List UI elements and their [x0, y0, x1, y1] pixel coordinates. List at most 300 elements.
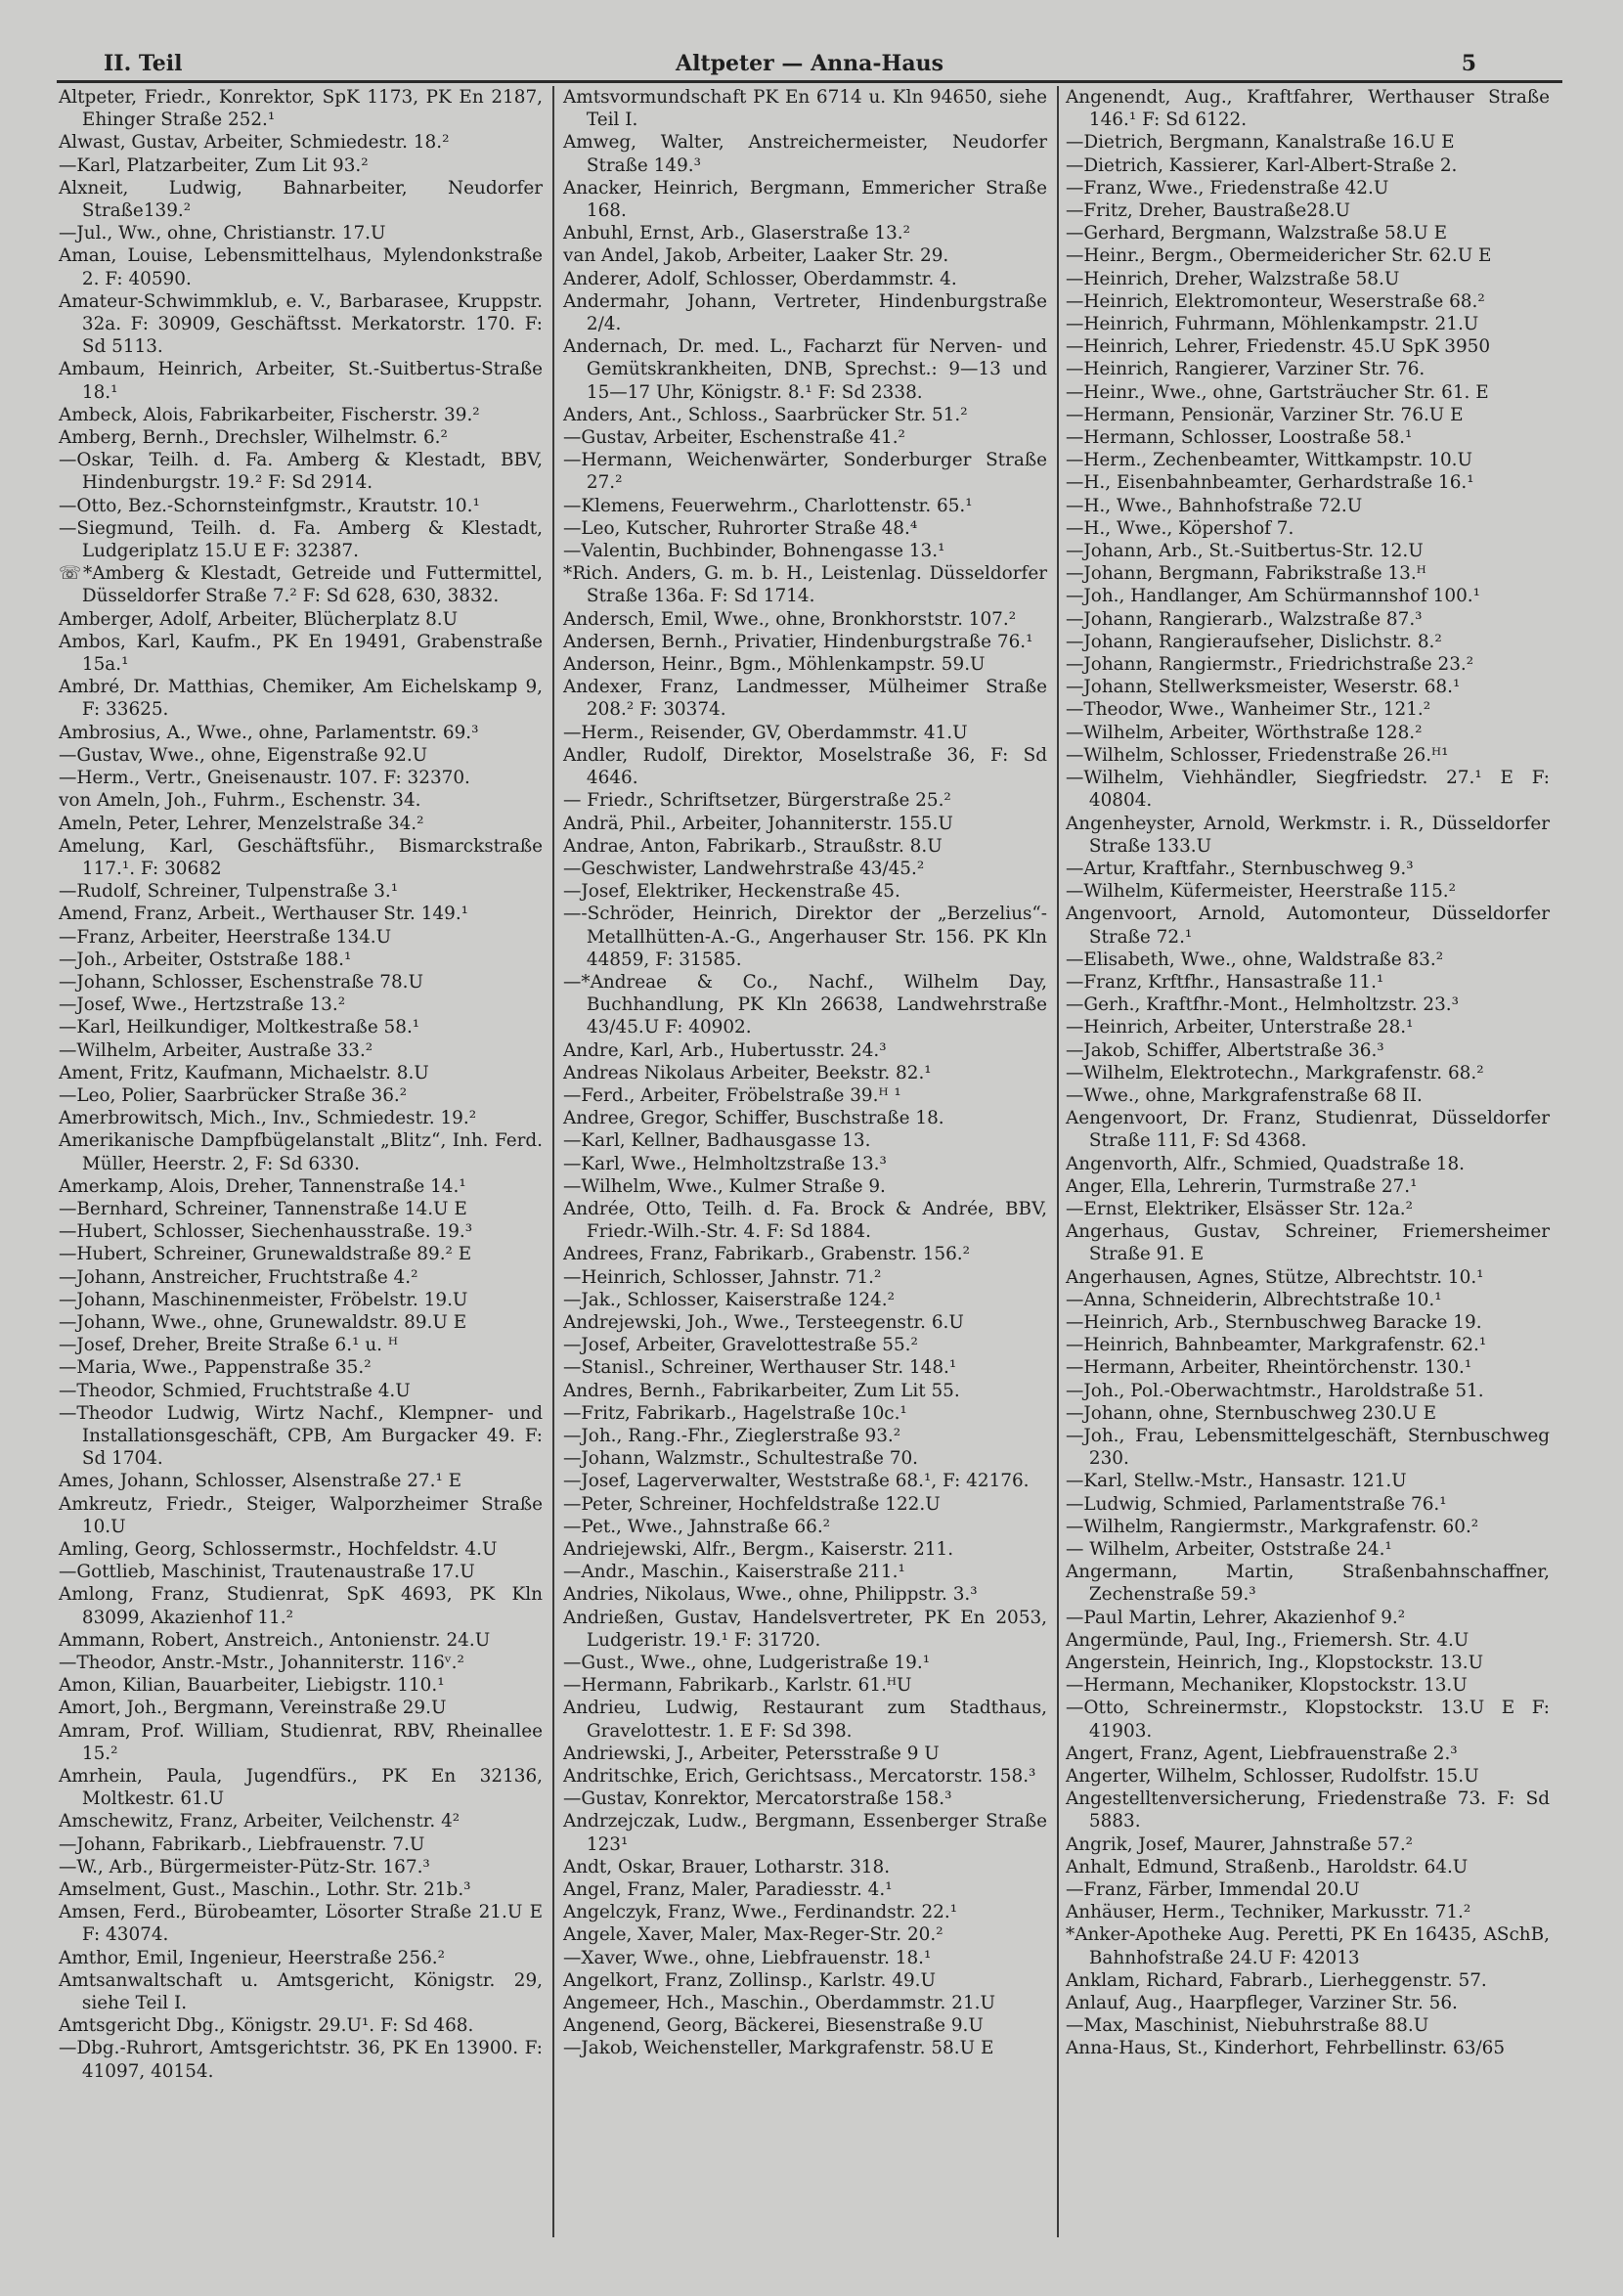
sub-entry — [59, 1266, 543, 1289]
entry-text: Amtsanwaltschaft u. Amtsgericht, Königstr. 29, siehe Teil I. — [59, 1969, 543, 2014]
entry-text: —Klemens, Feuerwehrm., Charlottenstr. 65.¹ — [563, 495, 973, 516]
sub-entry — [1066, 1039, 1550, 1062]
entry-text: —Heinrich, Fuhrmann, Möhlenkampstr. 21.U — [1066, 314, 1479, 335]
entry-text: —Wilhelm, Küfermeister, Heerstraße 115.² — [1066, 881, 1457, 903]
entry-text: —Josef, Arbeiter, Gravelottestraße 55.² — [563, 1335, 918, 1356]
directory-entry — [563, 1538, 1047, 1561]
entry-text: Amselment, Gust., Maschin., Lothr. Str. 21b.³ — [59, 1879, 471, 1901]
sub-entry — [563, 517, 1047, 540]
entry-text: —Hermann, Arbeiter, Rheintörchenstr. 130.¹ — [1066, 1357, 1472, 1379]
sub-entry — [1066, 1470, 1550, 1492]
entry-text: —Johann, Rangiermstr., Friedrichstraße 23.² — [1066, 654, 1474, 676]
sub-entry — [1066, 608, 1550, 631]
directory-entry — [1066, 1923, 1550, 1968]
entry-text: —H., Wwe., Köpershof 7. — [1066, 517, 1294, 539]
running-title: Altpeter — Anna-Haus — [676, 51, 943, 76]
entry-text: —Jakob, Schiffer, Albertstraße 36.³ — [1066, 1039, 1384, 1061]
entry-text: —Jul., Ww., ohne, Christianstr. 17.U — [59, 223, 386, 244]
directory-entry — [1066, 1220, 1550, 1265]
entry-text: —Gust., Wwe., ohne, Ludgeristraße 19.¹ — [563, 1653, 931, 1674]
entry-text: Anderson, Heinr., Bgm., Möhlenkampstr. 59.U — [563, 654, 986, 676]
entry-text: Amkreutz, Friedr., Steiger, Walporzheimer Straße 10.U — [59, 1493, 543, 1537]
sub-entry — [59, 993, 543, 1016]
entry-text: Amsen, Ferd., Bürobeamter, Lösorter Straße 21.U E F: 43074. — [59, 1902, 543, 1946]
directory-entry — [59, 1538, 543, 1561]
entry-text: Andrejewski, Joh., Wwe., Tersteegenstr. 6.U — [563, 1311, 964, 1333]
entry-text: Andries, Nikolaus, Wwe., ohne, Philippstr. 3.³ — [563, 1584, 978, 1606]
sub-entry — [59, 1084, 543, 1107]
sub-entry — [1066, 358, 1550, 380]
directory-column-3 — [1066, 86, 1550, 2060]
sub-entry — [1066, 426, 1550, 449]
sub-entry — [1066, 131, 1550, 154]
entry-text: —Fritz, Fabrikarb., Hagelstraße 10c.¹ — [563, 1402, 907, 1424]
directory-entry — [59, 1629, 543, 1652]
entry-text: —Wilhelm, Viehhändler, Siegfriedstr. 27.¹ E F: 40804. — [1066, 768, 1550, 812]
directory-entry — [59, 1697, 543, 1719]
entry-text: —Herm., Zechenbeamter, Wittkampstr. 10.U — [1066, 450, 1473, 471]
entry-text: Ammann, Robert, Anstreich., Antonienstr. 24.U — [59, 1629, 491, 1651]
sub-entry — [563, 1788, 1047, 1810]
entry-text: Angenendt, Aug., Kraftfahrer, Werthauser Straße 146.¹ F: Sd 6122. — [1066, 87, 1550, 131]
entry-text: —Heinrich, Elektromonteur, Weserstraße 68.² — [1066, 290, 1485, 312]
sub-entry — [1066, 313, 1550, 335]
sub-entry — [563, 495, 1047, 517]
entry-text: —Rudolf, Schreiner, Tulpenstraße 3.¹ — [59, 881, 399, 903]
entry-text: —Franz, Wwe., Friedenstraße 42.U — [1066, 177, 1389, 199]
entry-text: Amerkamp, Alois, Dreher, Tannenstraße 14.¹ — [59, 1175, 466, 1197]
directory-entry — [563, 177, 1047, 222]
sub-entry — [59, 744, 543, 767]
directory-entry — [563, 1765, 1047, 1788]
sub-entry — [1066, 698, 1550, 721]
entry-text: *Amberg & Klestadt, Getreide und Futtermittel, Düsseldorfer Straße 7.² F: Sd 628, 630, 3832. — [81, 563, 543, 607]
directory-entry — [563, 244, 1047, 267]
entry-text: Amlong, Franz, Studienrat, SpK 4693, PK Kln 83099, Akazienhof 11.² — [59, 1584, 543, 1628]
entry-text: —Johann, Anstreicher, Fruchtstraße 4.² — [59, 1266, 418, 1288]
sub-entry — [59, 1220, 543, 1243]
sub-entry — [563, 1425, 1047, 1447]
entry-text: Angel, Franz, Maler, Paradiesstr. 4.¹ — [563, 1879, 893, 1901]
entry-text: Angermünde, Paul, Ing., Friemersh. Str. 4.U — [1066, 1629, 1469, 1651]
entry-text: Angelkort, Franz, Zollinsp., Karlstr. 49.U — [563, 1969, 936, 1991]
directory-entry — [59, 244, 543, 289]
directory-entry — [59, 404, 543, 426]
sub-entry — [1066, 244, 1550, 267]
entry-text: —Johann, Wwe., ohne, Grunewaldstr. 89.U E — [59, 1311, 467, 1333]
entry-text: —-Schröder, Heinrich, Direktor der „Berzelius“-Metallhütten-A.-G., Angerhauser Str. 156. PK Kln 44859, F: 31585. — [563, 904, 1047, 970]
entry-text: Ames, Johann, Schlosser, Alsenstraße 27.¹ E — [59, 1471, 462, 1492]
entry-text: —Theodor Ludwig, Wirtz Nachf., Klempner- und Installationsgeschäft, CPB, Am Burgacker 49. F: Sd 1704. — [59, 1402, 543, 1470]
directory-entry — [59, 1493, 543, 1538]
entry-text: —Heinrich, Rangierer, Varziner Str. 76. — [1066, 359, 1426, 380]
sub-entry — [59, 1311, 543, 1334]
entry-text: —Gustav, Konrektor, Mercatorstraße 158.³ — [563, 1788, 952, 1810]
sub-entry — [1066, 268, 1550, 290]
sub-entry — [59, 1856, 543, 1878]
entry-text: Anlauf, Aug., Haarpfleger, Varziner Str. 56. — [1066, 1993, 1458, 2014]
entry-text: von Ameln, Joh., Fuhrm., Eschenstr. 34. — [59, 790, 421, 812]
sub-entry — [59, 1289, 543, 1311]
sub-entry — [563, 880, 1047, 903]
entry-text: Ambaum, Heinrich, Arbeiter, St.-Suitbertus-Straße 18.¹ — [59, 359, 543, 403]
entry-text: —Artur, Kraftfahr., Sternbuschweg 9.³ — [1066, 858, 1414, 879]
entry-text: Angemeer, Hch., Maschin., Oberdammstr. 21.U — [563, 1993, 995, 2014]
sub-entry — [1066, 993, 1550, 1016]
directory-entry — [59, 789, 543, 812]
entry-text: Amthor, Emil, Ingenieur, Heerstraße 256.² — [59, 1947, 446, 1968]
entry-text: Andreas Nikolaus Arbeiter, Beekstr. 82.¹ — [563, 1062, 932, 1083]
sub-entry — [59, 767, 543, 789]
entry-text: —Maria, Wwe., Pappenstraße 35.² — [59, 1357, 372, 1379]
entry-text: —Leo, Kutscher, Ruhrorter Straße 48.⁴ — [563, 517, 918, 539]
entry-text: Ament, Fritz, Kaufmann, Michaelstr. 8.U — [59, 1062, 429, 1083]
sub-entry — [563, 1334, 1047, 1356]
entry-text: Angerstein, Heinrich, Ing., Klopstockstr. 13.U — [1066, 1653, 1484, 1674]
entry-text: —Herm., Reisender, GV, Oberdammstr. 41.U — [563, 722, 968, 743]
directory-entry — [59, 562, 543, 607]
entry-text: Anacker, Heinrich, Bergmann, Emmericher Straße 168. — [563, 177, 1047, 222]
entry-text: Amberger, Adolf, Arbeiter, Blücherplatz 8.U — [59, 608, 459, 630]
entry-text: Alwast, Gustav, Arbeiter, Schmiedestr. 18.² — [59, 132, 450, 154]
sub-entry — [1066, 1402, 1550, 1425]
directory-entry — [1066, 1765, 1550, 1788]
entry-text: Ameln, Peter, Lehrer, Menzelstraße 34.² — [59, 813, 424, 834]
directory-entry — [59, 722, 543, 744]
entry-text: —Anna, Schneiderin, Albrechtstraße 10.¹ — [1066, 1289, 1442, 1310]
sub-entry — [59, 926, 543, 949]
sub-entry — [59, 1402, 543, 1471]
directory-entry — [59, 1901, 543, 1946]
directory-entry — [59, 1062, 543, 1084]
directory-entry — [563, 835, 1047, 858]
entry-text: —Hermann, Schlosser, Loostraße 58.¹ — [1066, 427, 1413, 449]
sub-entry — [563, 1947, 1047, 1969]
directory-entry — [1066, 1561, 1550, 1606]
entry-text: Angermann, Martin, Straßenbahnschaffner, Zechenstraße 59.³ — [1066, 1562, 1550, 1606]
entry-text: —Ernst, Elektriker, Elsässer Str. 12a.² — [1066, 1198, 1413, 1219]
sub-entry — [1066, 1016, 1550, 1038]
entry-text: —Wilhelm, Wwe., Kulmer Straße 9. — [563, 1175, 886, 1197]
entry-text: —Johann, Bergmann, Fabrikstraße 13.ᴴ — [1066, 563, 1426, 585]
entry-text: —Hubert, Schlosser, Siechenhausstraße. 19.³ — [59, 1221, 473, 1243]
entry-text: Angelczyk, Franz, Wwe., Ferdinandstr. 22.¹ — [563, 1902, 958, 1923]
directory-entry — [563, 404, 1047, 426]
entry-text: —Geschwister, Landwehrstraße 43/45.² — [563, 858, 925, 879]
entry-text: —*Andreae & Co., Nachf., Wilhelm Day, Buchhandlung, PK Kln 26638, Landwehrstraße 43/45.U F: 40902. — [563, 971, 1047, 1038]
sub-entry — [563, 1084, 1047, 1107]
entry-text: —Wilhelm, Rangiermstr., Markgrafenstr. 60.² — [1066, 1516, 1479, 1537]
directory-entry — [563, 1969, 1047, 1992]
entry-text: Ambos, Karl, Kaufm., PK En 19491, Grabenstraße 15a.¹ — [59, 631, 543, 676]
sub-entry — [59, 971, 543, 993]
entry-text: —Dietrich, Kassierer, Karl-Albert-Straße 2. — [1066, 155, 1458, 176]
entry-text: —Gerh., Kraftfhr.-Mont., Helmholtzstr. 23.³ — [1066, 994, 1460, 1016]
entry-text: —Joh., Pol.-Oberwachtmstr., Haroldstraße 51. — [1066, 1380, 1484, 1401]
sub-entry — [59, 1561, 543, 1583]
entry-text: —Hermann, Fabrikarb., Karlstr. 61.ᴴU — [563, 1675, 912, 1697]
entry-text: —Pet., Wwe., Jahnstraße 66.² — [563, 1516, 831, 1537]
sub-entry — [563, 1470, 1047, 1492]
directory-entry — [563, 1923, 1047, 1946]
column-divider — [552, 86, 554, 2237]
entry-text: Alxneit, Ludwig, Bahnarbeiter, Neudorfer Straße139.² — [59, 177, 543, 222]
entry-text: —Johann, Rangieraufseher, Dislichstr. 8.² — [1066, 631, 1442, 652]
entry-text: Andrzejczak, Ludw., Bergmann, Essenberger Straße 123¹ — [563, 1811, 1047, 1855]
directory-entry — [1066, 1992, 1550, 2014]
sub-entry — [59, 1016, 543, 1038]
sub-entry — [1066, 1084, 1550, 1107]
entry-text: Anna-Haus, St., Kinderhort, Fehrbellinstr. 63/65 — [1066, 2038, 1506, 2059]
directory-entry — [1066, 1901, 1550, 1923]
entry-text: —Josef, Lagerverwalter, Weststraße 68.¹, F: 42176. — [563, 1471, 1030, 1492]
sub-entry — [59, 449, 543, 494]
sub-entry — [59, 1039, 543, 1062]
sub-entry — [563, 971, 1047, 1039]
sub-entry — [563, 1266, 1047, 1289]
entry-text: —Otto, Schreinermstr., Klopstockstr. 13.U E F: 41903. — [1066, 1698, 1550, 1742]
sub-entry — [1066, 949, 1550, 971]
entry-text: Andexer, Franz, Landmesser, Mülheimer Straße 208.² F: 30374. — [563, 677, 1047, 721]
page-header — [57, 51, 1562, 83]
entry-text: — Friedr., Schriftsetzer, Bürgerstraße 25.² — [563, 790, 951, 812]
sub-entry — [1066, 653, 1550, 676]
directory-entry — [1066, 1153, 1550, 1175]
entry-text: —H., Wwe., Bahnhofstraße 72.U — [1066, 495, 1363, 516]
directory-entry — [563, 653, 1047, 676]
sub-entry — [1066, 404, 1550, 426]
entry-text: — Wilhelm, Arbeiter, Oststraße 24.¹ — [1066, 1539, 1392, 1560]
sub-entry — [563, 1356, 1047, 1379]
directory-entry — [563, 631, 1047, 653]
entry-text: —Wilhelm, Arbeiter, Wörthstraße 128.² — [1066, 722, 1423, 743]
entry-text: —Gerhard, Bergmann, Walzstraße 58.U E — [1066, 223, 1448, 244]
directory-entry — [1066, 903, 1550, 948]
directory-entry — [563, 1380, 1047, 1402]
directory-entry — [563, 1810, 1047, 1855]
directory-entry — [1066, 2037, 1550, 2059]
entry-text: Angestelltenversicherung, Friedenstraße 73. F: Sd 5883. — [1066, 1788, 1550, 1832]
entry-text: Anhäuser, Herm., Techniker, Markusstr. 71.² — [1066, 1902, 1471, 1923]
directory-entry — [1066, 1833, 1550, 1856]
sub-entry — [1066, 858, 1550, 880]
entry-text: Angrik, Josef, Maurer, Jahnstraße 57.² — [1066, 1833, 1414, 1855]
entry-text: —Theodor, Wwe., Wanheimer Str., 121.² — [1066, 699, 1431, 721]
directory-entry — [1066, 1175, 1550, 1198]
entry-text: Andler, Rudolf, Direktor, Moselstraße 36, F: Sd 4646. — [563, 744, 1047, 789]
sub-entry — [59, 1380, 543, 1402]
entry-text: Altpeter, Friedr., Konrektor, SpK 1173, PK En 2187, Ehinger Straße 252.¹ — [59, 87, 543, 131]
sub-entry — [1066, 971, 1550, 993]
sub-entry — [1066, 1878, 1550, 1901]
directory-entry — [59, 1107, 543, 1129]
entry-text: Angerhaus, Gustav, Schreiner, Friemersheimer Straße 91. E — [1066, 1221, 1550, 1265]
sub-entry — [1066, 767, 1550, 812]
entry-text: Andree, Gregor, Schiffer, Buschstraße 18. — [563, 1108, 944, 1129]
sub-entry — [1066, 381, 1550, 404]
entry-text: Ambeck, Alois, Fabrikarbeiter, Fischerstr. 39.² — [59, 404, 480, 425]
directory-entry — [563, 1992, 1047, 2014]
sub-entry — [563, 540, 1047, 562]
entry-text: Amram, Prof. William, Studienrat, RBV, Rheinallee 15.² — [59, 1720, 543, 1764]
entry-text: —Dbg.-Ruhrort, Amtsgerichtstr. 36, PK En 13900. F: 41097, 40154. — [59, 2038, 543, 2082]
entry-text: —Heinrich, Bahnbeamter, Markgrafenstr. 62.¹ — [1066, 1335, 1487, 1356]
directory-entry — [563, 86, 1047, 131]
directory-entry — [563, 268, 1047, 290]
sub-entry — [1066, 1380, 1550, 1402]
directory-entry — [563, 1743, 1047, 1765]
directory-entry — [59, 1878, 543, 1901]
sub-entry — [1066, 155, 1550, 177]
sub-entry — [59, 880, 543, 903]
entry-text: —Josef, Elektriker, Heckenstraße 45. — [563, 881, 900, 903]
sub-entry — [1066, 1356, 1550, 1379]
entry-text: —Hermann, Mechaniker, Klopstockstr. 13.U — [1066, 1675, 1468, 1697]
directory-entry — [563, 608, 1047, 631]
sub-entry — [1066, 290, 1550, 313]
entry-text: Andriejewski, Alfr., Bergm., Kaiserstr. 211. — [563, 1539, 954, 1560]
sub-entry — [1066, 335, 1550, 358]
entry-text: —Karl, Stellw.-Mstr., Hansastr. 121.U — [1066, 1471, 1407, 1492]
directory-entry — [59, 835, 543, 880]
directory-entry — [563, 1039, 1047, 1062]
sub-entry — [1066, 585, 1550, 607]
entry-text: Amweg, Walter, Anstreichermeister, Neudorfer Straße 149.³ — [563, 132, 1047, 176]
entry-text: —Leo, Polier, Saarbrücker Straße 36.² — [59, 1084, 408, 1106]
entry-text: Andersen, Bernh., Privatier, Hindenburgstraße 76.¹ — [563, 631, 1033, 652]
sub-entry — [563, 1153, 1047, 1175]
directory-entry — [563, 562, 1047, 607]
entry-text: Andernach, Dr. med. L., Facharzt für Nerven- und Gemütskrankheiten, DNB, Sprechst.: 9—13 und 15—17 Uhr, Königstr. 8.¹ F: Sd 2338. — [563, 336, 1047, 403]
entry-text: —Johann, Rangierarb., Walzstraße 87.³ — [1066, 608, 1423, 630]
entry-text: —Franz, Färber, Immendal 20.U — [1066, 1879, 1360, 1901]
directory-entry — [59, 608, 543, 631]
entry-text: Amtsgericht Dbg., Königstr. 29.U¹. F: Sd 468. — [59, 2015, 474, 2037]
directory-entry — [563, 1878, 1047, 1901]
entry-text: —Heinrich, Dreher, Walzstraße 58.U — [1066, 268, 1400, 289]
directory-column-1 — [59, 86, 543, 2083]
sub-entry — [1066, 744, 1550, 767]
entry-text: Andriewski, J., Arbeiter, Petersstraße 9 U — [563, 1743, 940, 1764]
sub-entry — [1066, 540, 1550, 562]
directory-entry — [563, 744, 1047, 789]
entry-text: Amelung, Karl, Geschäftsführ., Bismarckstraße 117.¹. F: 30682 — [59, 835, 543, 879]
sub-entry — [59, 155, 543, 177]
directory-entry — [563, 1198, 1047, 1243]
entry-text: —Johann, Fabrikarb., Liebfrauenstr. 7.U — [59, 1833, 425, 1855]
entry-text: —Wilhelm, Arbeiter, Austraße 33.² — [59, 1039, 373, 1061]
entry-text: —Siegmund, Teilh. d. Fa. Amberg & Klestadt, Ludgeriplatz 15.U E F: 32387. — [59, 517, 543, 562]
sub-entry — [1066, 1289, 1550, 1311]
sub-entry — [563, 1447, 1047, 1470]
entry-text: —Wilhelm, Schlosser, Friedenstraße 26.ᴴ¹ — [1066, 744, 1449, 766]
directory-entry — [563, 335, 1047, 404]
sub-entry — [1066, 676, 1550, 698]
sub-entry — [1066, 495, 1550, 517]
sub-entry — [563, 1652, 1047, 1674]
directory-entry — [59, 1470, 543, 1492]
entry-text: —Joh., Arbeiter, Oststraße 188.¹ — [59, 949, 352, 970]
directory-entry — [1066, 1743, 1550, 1765]
sub-entry — [563, 1493, 1047, 1516]
directory-entry — [1066, 1969, 1550, 1992]
directory-entry — [59, 86, 543, 131]
sub-entry — [563, 789, 1047, 812]
entry-text: Aengenvoort, Dr. Franz, Studienrat, Düsseldorfer Straße 111, F: Sd 4368. — [1066, 1108, 1550, 1152]
sub-entry — [1066, 1607, 1550, 1629]
directory-entry — [563, 1697, 1047, 1742]
directory-entry — [59, 1674, 543, 1697]
entry-text: Amberg, Bernh., Drechsler, Wilhelmstr. 6.² — [59, 427, 448, 449]
entry-text: —Andr., Maschin., Kaiserstraße 211.¹ — [563, 1562, 905, 1583]
sub-entry — [59, 517, 543, 562]
entry-text: —Heinrich, Arb., Sternbuschweg Baracke 19. — [1066, 1311, 1482, 1333]
entry-text: Andrees, Franz, Fabrikarb., Grabenstr. 156.² — [563, 1244, 971, 1265]
sub-entry — [1066, 631, 1550, 653]
entry-text: —Max, Maschinist, Niebuhrstraße 88.U — [1066, 2015, 1429, 2037]
entry-text: Anklam, Richard, Fabrarb., Lierheggenstr. 57. — [1066, 1969, 1487, 1991]
sub-entry — [1066, 177, 1550, 199]
directory-entry — [563, 290, 1047, 335]
directory-entry — [563, 1856, 1047, 1878]
sub-entry — [563, 449, 1047, 494]
entry-text: Amerikanische Dampfbügelanstalt „Blitz“, Inh. Ferd. Müller, Heerstr. 2, F: Sd 6330. — [59, 1130, 543, 1174]
entry-text: —Dietrich, Bergmann, Kanalstraße 16.U E — [1066, 132, 1455, 154]
entry-text: Angele, Xaver, Maler, Max-Reger-Str. 20.² — [563, 1924, 943, 1946]
directory-entry — [1066, 1788, 1550, 1832]
entry-text: —Heinr., Wwe., ohne, Gartsträucher Str. 61. E — [1066, 381, 1489, 403]
entry-text: —Paul Martin, Lehrer, Akazienhof 9.² — [1066, 1607, 1406, 1628]
entry-text: Anderer, Adolf, Schlosser, Oberdammstr. 4. — [563, 268, 957, 289]
entry-text: —Elisabeth, Wwe., ohne, Waldstraße 83.² — [1066, 949, 1444, 970]
column-divider — [1057, 86, 1059, 2237]
entry-text: —Heinr., Bergm., Obermeidericher Str. 62.U E — [1066, 245, 1492, 267]
entry-text: van Andel, Jakob, Arbeiter, Laaker Str. 29. — [563, 245, 949, 267]
section-label: II. Teil — [104, 51, 183, 76]
entry-text: —Johann, Stellwerksmeister, Weserstr. 68.¹ — [1066, 677, 1461, 698]
sub-entry — [563, 1175, 1047, 1198]
entry-text: —Heinrich, Lehrer, Friedenstr. 45.U SpK 3950 — [1066, 336, 1491, 358]
entry-text: —Johann, Schlosser, Eschenstraße 78.U — [59, 971, 424, 993]
entry-text: Andrießen, Gustav, Handelsvertreter, PK En 2053, Ludgeristr. 19.¹ F: 31720. — [563, 1607, 1047, 1651]
directory-entry — [563, 1243, 1047, 1265]
entry-text: Andres, Bernh., Fabrikarbeiter, Zum Lit 55. — [563, 1380, 960, 1401]
directory-entry — [59, 131, 543, 154]
entry-text: —Wilhelm, Elektrotechn., Markgrafenstr. 68.² — [1066, 1062, 1484, 1083]
entry-text: Andermahr, Johann, Vertreter, Hindenburgstraße 2/4. — [563, 290, 1047, 335]
entry-text: *Rich. Anders, G. m. b. H., Leistenlag. Düsseldorfer Straße 136a. F: Sd 1714. — [563, 563, 1047, 607]
page-number: 5 — [1461, 51, 1476, 76]
directory-entry — [59, 1175, 543, 1198]
entry-text: Amtsvormundschaft PK En 6714 u. Kln 94650, siehe Teil I. — [563, 87, 1047, 131]
entry-text: —Theodor, Schmied, Fruchtstraße 4.U — [59, 1380, 411, 1401]
directory-entry — [59, 1583, 543, 1628]
entry-text: Aman, Louise, Lebensmittelhaus, Mylendonkstraße 2. F: 40590. — [59, 245, 543, 289]
entry-text: —W., Arb., Bürgermeister-Pütz-Str. 167.³ — [59, 1856, 430, 1877]
directory-entry — [1066, 1652, 1550, 1674]
directory-entry — [59, 1765, 543, 1810]
directory-entry — [59, 1720, 543, 1765]
directory-entry — [563, 1607, 1047, 1652]
sub-entry — [563, 1289, 1047, 1311]
sub-entry — [1066, 562, 1550, 585]
entry-text: —Stanisl., Schreiner, Werthauser Str. 148.¹ — [563, 1357, 957, 1379]
entry-text: —Bernhard, Schreiner, Tannenstraße 14.U E — [59, 1198, 467, 1219]
entry-text: —Gottlieb, Maschinist, Trautenaustraße 17.U — [59, 1562, 475, 1583]
directory-entry — [563, 676, 1047, 721]
entry-text: —Joh., Frau, Lebensmittelgeschäft, Sternbuschweg 230. — [1066, 1425, 1550, 1470]
entry-text: —Jak., Schlosser, Kaiserstraße 124.² — [563, 1289, 895, 1310]
